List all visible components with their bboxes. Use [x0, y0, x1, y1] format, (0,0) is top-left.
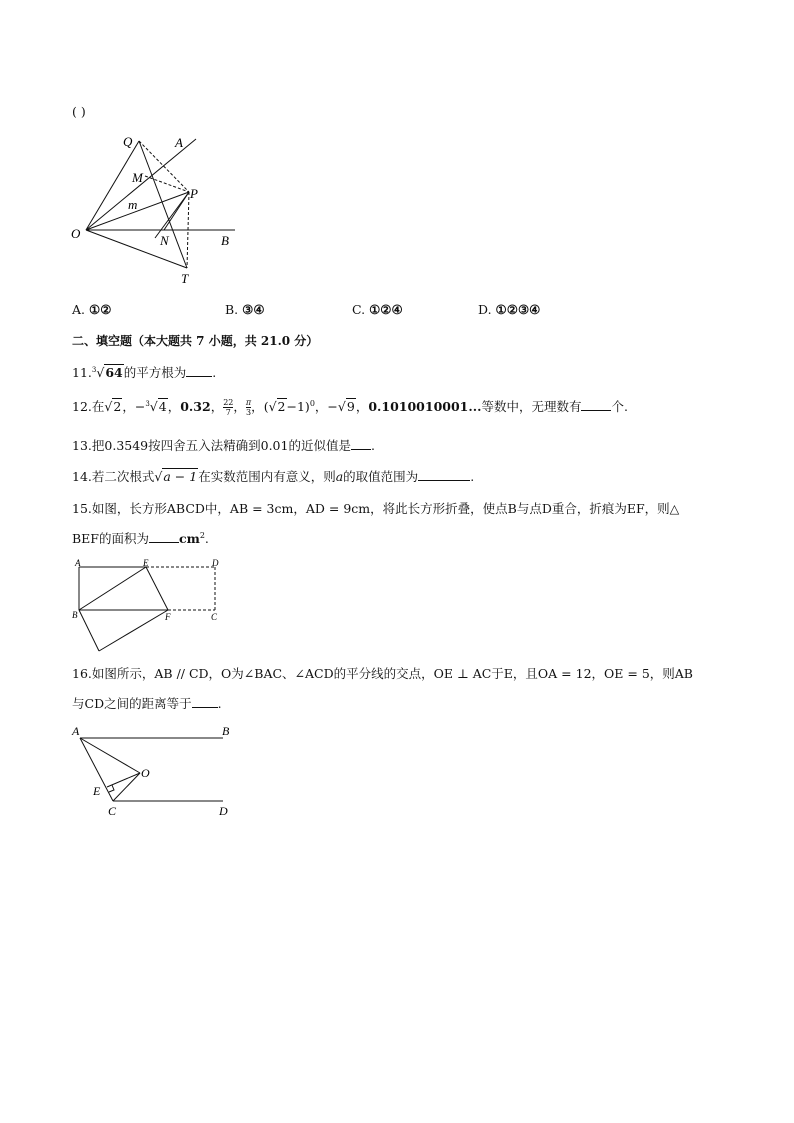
answer-blank[interactable]: [418, 469, 470, 481]
answer-blank[interactable]: [186, 365, 212, 377]
question-13: 13.把0.3549按四舍五入法精确到0.01的近似值是 .: [72, 438, 375, 453]
label-D: D: [219, 804, 228, 818]
label-D: D: [212, 558, 219, 568]
question-11: 11.$^3$√64的平方根为 .: [72, 365, 217, 380]
answer-blank[interactable]: [581, 399, 611, 411]
q16-figure: [68, 720, 238, 820]
option-d[interactable]: D. ①②③④: [478, 302, 541, 317]
label-m: m: [128, 197, 138, 212]
label-F: F: [165, 612, 171, 622]
label-B: B: [72, 610, 78, 620]
label-C: C: [108, 804, 117, 818]
section-title: 二、填空题（本大题共 7 小题，共 21.0 分）: [72, 334, 319, 348]
question-12: 12.在√2，−$^3$√4，0.32， $\frac{22}{7}$ ， $\frac{\pi}{3}$ ，$(√2-1)^0$，−√9，0.1010010001...等数中，无理数有 个.: [72, 398, 628, 417]
q15-figure: [68, 556, 228, 656]
label-Q: Q: [123, 134, 133, 149]
label-O: O: [141, 766, 150, 780]
label-C: C: [211, 612, 218, 622]
label-E: E: [93, 784, 101, 798]
label-P: P: [190, 186, 198, 201]
label-B: B: [222, 724, 230, 738]
option-b[interactable]: B. ③④: [225, 302, 265, 317]
answer-blank[interactable]: [351, 438, 371, 450]
answer-blank[interactable]: [149, 531, 179, 543]
question-14: 14.若二次根式√a − 1在实数范围内有意义，则a的取值范围为 .: [72, 469, 475, 484]
label-A: A: [72, 724, 80, 738]
label-T: T: [181, 271, 189, 286]
question-15-line1: 15.如图，长方形ABCD中，AB = 3cm，AD = 9cm，将此长方形折叠，使点B与点D重合，折痕为EF，则△: [72, 501, 680, 516]
question-15-line2: BEF的面积为 $cm^2$.: [72, 531, 209, 547]
label-M: M: [132, 170, 143, 185]
question-16-line2: 与CD之间的距离等于 .: [72, 696, 222, 711]
q10-figure: [65, 128, 245, 290]
option-c[interactable]: C. ①②④: [352, 302, 403, 317]
answer-blank[interactable]: [192, 696, 218, 708]
question-16-line1: 16.如图所示，AB // CD，O为∠BAC、∠ACD的平分线的交点，OE ⊥ AC于E，且OA = 12，OE = 5，则AB: [72, 666, 693, 681]
label-A: A: [75, 558, 81, 568]
label-E: E: [143, 558, 149, 568]
q10-answer-paren: ( ): [72, 104, 86, 119]
label-A: A: [175, 135, 183, 150]
option-a[interactable]: A. ①②: [72, 302, 112, 317]
label-B: B: [221, 233, 229, 248]
label-N: N: [160, 233, 169, 248]
label-O: O: [71, 226, 81, 241]
